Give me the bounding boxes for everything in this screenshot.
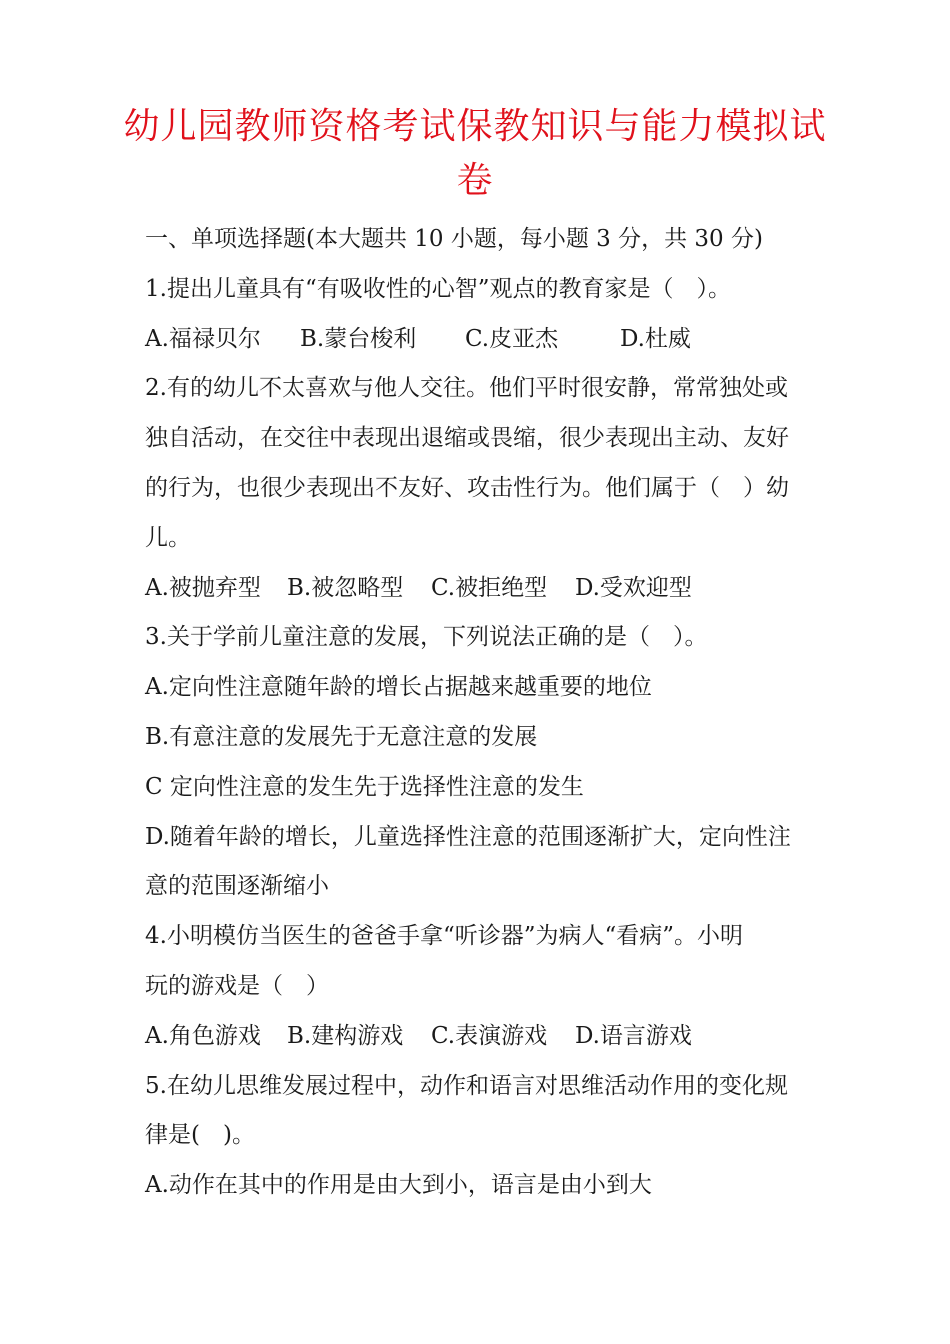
option-c: C 定向性注意的发生先于选择性注意的发生	[145, 773, 584, 800]
question-2	[145, 364, 810, 613]
page-title: 幼儿园教师资格考试保教知识与能力模拟试卷	[123, 106, 827, 201]
option-b: B.被忽略型	[287, 574, 404, 601]
question-4	[145, 912, 810, 1061]
question-stem: 律是( )。	[145, 1122, 255, 1149]
option-d: D.受欢迎型	[575, 574, 692, 601]
question-stem: 玩的游戏是（ ）	[145, 972, 329, 999]
question-stem: 儿。	[145, 524, 191, 551]
section-heading: 一、单项选择题(本大题共 10 小题，每小题 3 分，共 30 分)	[145, 226, 763, 252]
question-stem: 5.在幼儿思维发展过程中，动作和语言对思维活动作用的变化规	[145, 1072, 788, 1099]
question-stem: 1.提出儿童具有“有吸收性的心智”观点的教育家是（ ）。	[145, 275, 731, 302]
option-a: A.被抛弃型	[145, 574, 261, 601]
option-d: D.随着年龄的增长，儿童选择性注意的范围逐渐扩大，定向性注	[145, 823, 791, 850]
option-a: A.角色游戏	[145, 1022, 261, 1049]
option-row	[145, 315, 810, 365]
option-c: C.被拒绝型	[431, 574, 548, 601]
option-a: A.定向性注意随年龄的增长占据越来越重要的地位	[145, 674, 652, 701]
question-stem: 2.有的幼儿不太喜欢与他人交往。他们平时很安静，常常独处或	[145, 375, 788, 402]
question-1	[145, 265, 810, 365]
option-d-continued: 意的范围逐渐缩小	[145, 873, 329, 900]
option-b: B.蒙台梭利	[300, 325, 417, 352]
option-b: B.有意注意的发展先于无意注意的发展	[145, 723, 538, 750]
question-3	[145, 613, 810, 912]
option-row	[145, 564, 810, 614]
option-d: D.杜威	[620, 325, 691, 352]
question-stem: 的行为，也很少表现出不友好、攻击性行为。他们属于（ ）幼	[145, 474, 789, 501]
question-stem: 3.关于学前儿童注意的发展，下列说法正确的是（ ）。	[145, 624, 708, 651]
exam-content	[145, 215, 810, 1211]
option-c: C.表演游戏	[431, 1022, 548, 1049]
option-c: C.皮亚杰	[465, 325, 559, 352]
question-stem: 独自活动，在交往中表现出退缩或畏缩，很少表现出主动、友好	[145, 425, 789, 452]
option-a: A.动作在其中的作用是由大到小，语言是由小到大	[145, 1172, 652, 1199]
option-b: B.建构游戏	[287, 1022, 404, 1049]
option-a: A.福禄贝尔	[145, 325, 261, 352]
question-5	[145, 1062, 810, 1211]
option-d: D.语言游戏	[575, 1022, 692, 1049]
option-row	[145, 1012, 810, 1062]
question-stem: 4.小明模仿当医生的爸爸手拿“听诊器”为病人“看病”。小明	[145, 923, 743, 950]
